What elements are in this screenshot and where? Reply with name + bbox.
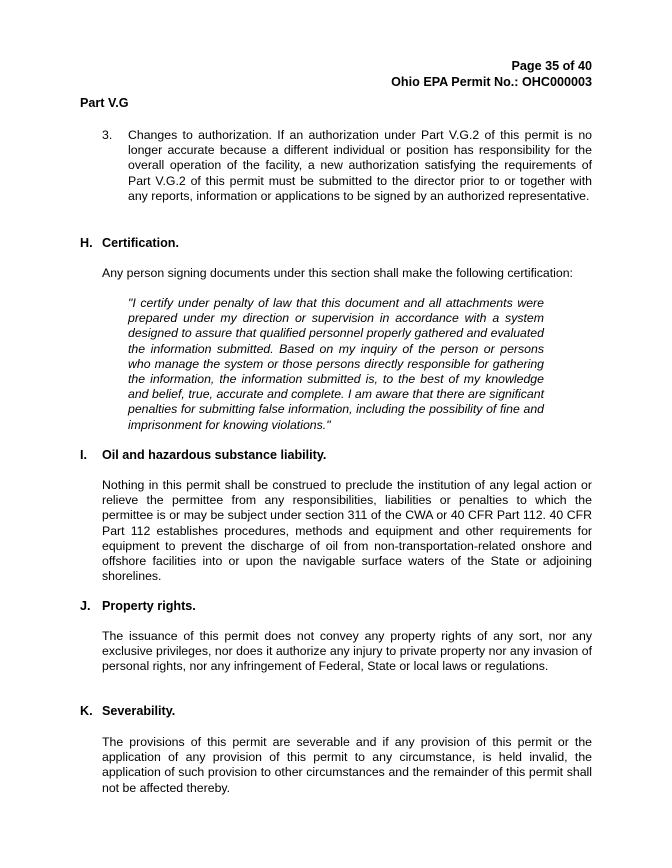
- section-h-letter: H.: [80, 236, 93, 250]
- item-number: 3.: [102, 128, 113, 142]
- section-i-letter: I.: [80, 448, 87, 462]
- section-j-letter: J.: [80, 599, 91, 613]
- section-i-title: Oil and hazardous substance liability.: [102, 448, 327, 462]
- item-3-text: Changes to authorization. If an authorization under Part V.G.2 of this permit is no longer accurate because a different individual or position has responsibility for the overall operation of the facility, a new authorization satisfying the requirements of Part V.G.2 of this permit must be submitted to the director prior to or together with any reports, information or applications to be signed by an authorized representative.: [128, 128, 592, 203]
- section-h-title: Certification.: [102, 236, 179, 250]
- section-i-body: Nothing in this permit shall be construed to preclude the institution of any legal action or relieve the permittee from any responsibilities, liabilities or penalties to which the permittee is or may be subject under section 311 of the CWA or 40 CFR Part 112. 40 CFR Part 112 establishes procedures, methods and equipment and other requirements for equipment to prevent the discharge of oil from non-transportation-related onshore and offshore facilities into or upon the navigable surface waters of the State or adjoining shorelines.: [102, 478, 592, 584]
- page-number: Page 35 of 40: [511, 59, 592, 73]
- part-heading: Part V.G: [80, 96, 129, 110]
- permit-number: Ohio EPA Permit No.: OHC000003: [391, 75, 592, 89]
- page-header: [391, 58, 592, 90]
- section-j-title: Property rights.: [102, 599, 196, 613]
- section-h-intro: Any person signing documents under this section shall make the following certification:: [102, 266, 573, 280]
- section-k-title: Severability.: [102, 704, 176, 718]
- section-j-body: The issuance of this permit does not convey any property rights of any sort, nor any exclusive privileges, nor does it authorize any injury to private property nor any invasion of personal rights, nor any infringement of Federal, State or local laws or regulations.: [102, 629, 592, 674]
- section-k-letter: K.: [80, 704, 93, 718]
- certification-quote: "I certify under penalty of law that this document and all attachments were prepared under my direction or supervision in accordance with a system designed to assure that qualified personnel properly gathered and evaluated the information submitted. Based on my inquiry of the person or persons who manage the system or those persons directly responsible for gathering the information, the information submitted is, to the best of my knowledge and belief, true, accurate and complete. I am aware that there are significant penalties for submitting false information, including the possibility of fine and imprisonment for knowing violations.": [128, 296, 544, 432]
- section-k-body: The provisions of this permit are severable and if any provision of this permit or the application of any provision of this permit to any circumstance, is held invalid, the application of such provision to other circumstances and the remainder of this permit shall not be affected thereby.: [102, 735, 592, 795]
